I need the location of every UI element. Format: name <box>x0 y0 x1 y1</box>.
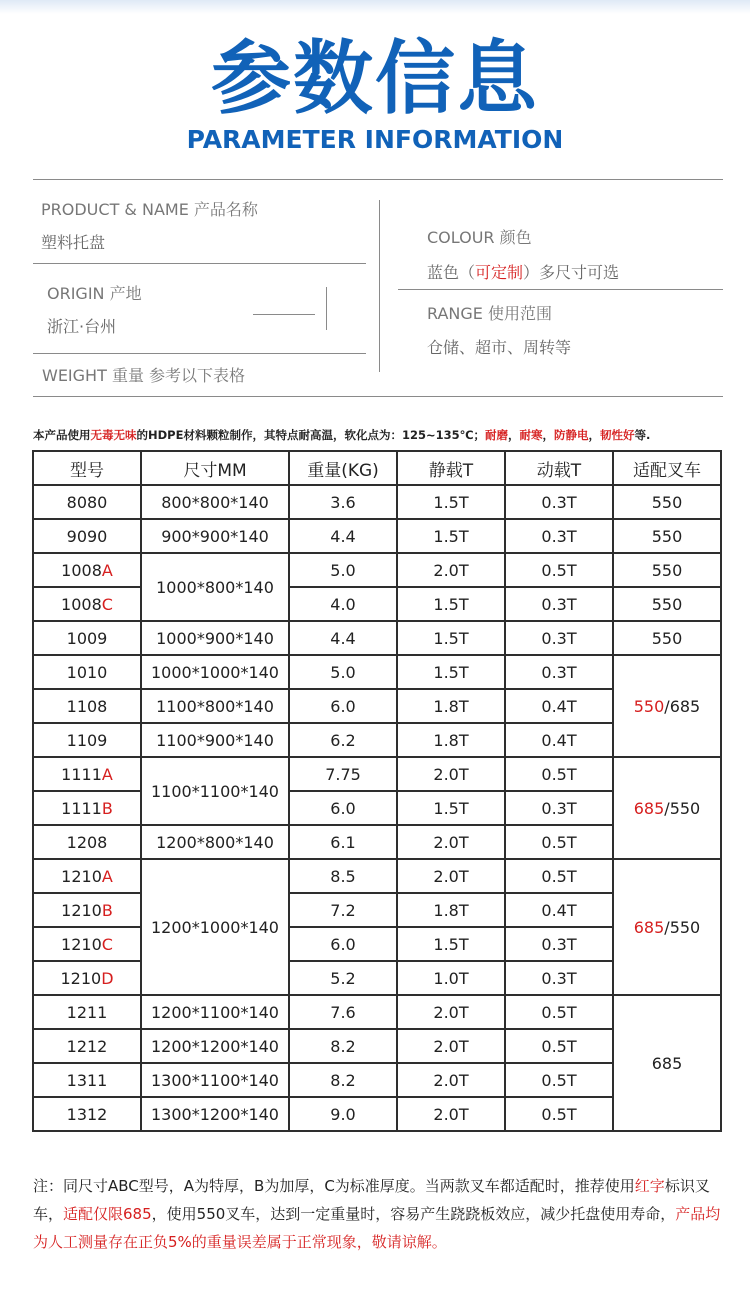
static-load-cell: 1.8T <box>397 723 505 757</box>
note-highlight: 无毒无味 <box>90 428 137 442</box>
model-cell <box>33 1029 141 1063</box>
dynamic-load-cell: 0.4T <box>505 723 613 757</box>
model-cell <box>33 791 141 825</box>
dynamic-load-cell: 0.5T <box>505 553 613 587</box>
dynamic-load-cell: 0.3T <box>505 791 613 825</box>
size-cell: 1300*1200*140 <box>141 1097 289 1131</box>
table-row <box>33 757 721 791</box>
table-row <box>33 519 721 553</box>
info-divider-top <box>33 179 723 180</box>
table-row <box>33 553 721 587</box>
size-cell: 1200*800*140 <box>141 825 289 859</box>
colour-custom-highlight: 可定制 <box>475 263 524 282</box>
note-highlight: 防静电 <box>554 428 589 442</box>
size-cell: 1000*900*140 <box>141 621 289 655</box>
note-text: 本产品使用 <box>33 428 91 442</box>
model-cell <box>33 961 141 995</box>
page-subtitle: PARAMETER INFORMATION <box>186 125 564 154</box>
static-load-cell: 1.8T <box>397 689 505 723</box>
dynamic-load-cell: 0.5T <box>505 1029 613 1063</box>
dynamic-load-cell: 0.3T <box>505 519 613 553</box>
note-highlight: 韧性好 <box>600 428 635 442</box>
table-header-row <box>33 451 721 485</box>
dynamic-load-cell: 0.4T <box>505 689 613 723</box>
origin-accent-hline <box>253 314 315 315</box>
model-cell <box>33 723 141 757</box>
forklift-cell <box>613 621 721 655</box>
dynamic-load-cell: 0.5T <box>505 757 613 791</box>
size-cell: 1000*1000*140 <box>141 655 289 689</box>
material-note <box>33 426 650 444</box>
model-cell <box>33 621 141 655</box>
model-number: 1212 <box>66 1036 108 1056</box>
table-row <box>33 859 721 893</box>
size-cell: 1000*800*140 <box>141 553 289 621</box>
size-cell: 1100*800*140 <box>141 689 289 723</box>
forklift-cell <box>613 587 721 621</box>
size-cell: 1200*1200*140 <box>141 1029 289 1063</box>
origin-label: ORIGIN 产地 <box>47 284 142 303</box>
footer-text: 注：同尺寸ABC型号，A为特厚，B为加厚，C为标准厚度。当两款叉车都适配时，推荐使用 <box>33 1177 635 1195</box>
top-gradient-strip <box>0 0 750 14</box>
range-value: 仓储、超市、周转等 <box>427 338 572 357</box>
forklift-recommended: 685 <box>633 798 665 818</box>
footer-highlight: 红字 <box>634 1177 665 1195</box>
weight-cell: 8.5 <box>289 859 397 893</box>
info-divider-bottom <box>33 396 723 397</box>
weight-cell: 9.0 <box>289 1097 397 1131</box>
model-suffix: B <box>101 900 113 920</box>
model-cell <box>33 1063 141 1097</box>
weight-cell: 5.2 <box>289 961 397 995</box>
model-cell <box>33 757 141 791</box>
forklift-cell <box>613 485 721 519</box>
model-cell <box>33 825 141 859</box>
size-cell: 1100*900*140 <box>141 723 289 757</box>
model-number: 1211 <box>66 1002 108 1022</box>
model-cell <box>33 927 141 961</box>
forklift-cell <box>613 757 721 859</box>
product-label: PRODUCT & NAME 产品名称 <box>41 200 258 219</box>
model-number: 1210 <box>60 968 102 988</box>
weight-cell: 6.0 <box>289 791 397 825</box>
dynamic-load-cell: 0.4T <box>505 893 613 927</box>
dynamic-load-cell: 0.3T <box>505 961 613 995</box>
colour-value-pre: 蓝色（ <box>427 263 476 282</box>
size-cell: 1100*1100*140 <box>141 757 289 825</box>
static-load-cell: 1.5T <box>397 927 505 961</box>
forklift-other: 685 <box>651 1053 683 1073</box>
model-number: 1109 <box>66 730 108 750</box>
dynamic-load-cell: 0.3T <box>505 485 613 519</box>
static-load-cell: 1.5T <box>397 655 505 689</box>
info-divider-right <box>398 289 723 290</box>
origin-value: 浙江·台州 <box>47 317 117 336</box>
footer-text: ，使用550叉车，达到一定重量时，容易产生跷跷板效应，减少托盘使用寿命， <box>151 1205 676 1223</box>
model-number: 1208 <box>66 832 108 852</box>
parameter-table <box>32 450 722 1132</box>
weight-cell: 3.6 <box>289 485 397 519</box>
page-title: 参数信息 <box>211 32 539 125</box>
model-cell <box>33 519 141 553</box>
model-number: 1008 <box>61 560 102 580</box>
forklift-other: 550 <box>651 560 683 580</box>
model-number: 9090 <box>66 526 108 546</box>
static-load-cell: 1.0T <box>397 961 505 995</box>
static-load-cell: 2.0T <box>397 1097 505 1131</box>
note-text: ， <box>588 428 601 442</box>
table-row <box>33 655 721 689</box>
model-number: 1210 <box>61 934 102 954</box>
note-highlight: 耐磨 <box>485 428 509 442</box>
origin-accent-vline <box>326 287 327 330</box>
weight-cell: 6.0 <box>289 689 397 723</box>
model-cell <box>33 655 141 689</box>
model-cell <box>33 689 141 723</box>
weight-cell: 8.2 <box>289 1063 397 1097</box>
static-load-cell: 1.5T <box>397 587 505 621</box>
weight-cell: 6.1 <box>289 825 397 859</box>
static-load-cell: 1.8T <box>397 893 505 927</box>
static-load-cell: 1.5T <box>397 791 505 825</box>
forklift-other: 550 <box>651 492 683 512</box>
model-number: 8080 <box>66 492 108 512</box>
weight-cell: 5.0 <box>289 655 397 689</box>
model-suffix: B <box>101 798 113 818</box>
forklift-other: /550 <box>664 917 701 937</box>
note-highlight: 耐寒 <box>519 428 543 442</box>
note-text: ， <box>542 428 555 442</box>
model-suffix: A <box>101 866 113 886</box>
model-suffix: C <box>101 594 113 614</box>
note-text: ， <box>508 428 520 442</box>
weight-cell: 5.0 <box>289 553 397 587</box>
colour-label: COLOUR 颜色 <box>427 228 532 247</box>
dynamic-load-cell: 0.5T <box>505 859 613 893</box>
forklift-cell <box>613 859 721 995</box>
model-number: 1210 <box>61 866 102 886</box>
dynamic-load-cell: 0.5T <box>505 1097 613 1131</box>
info-divider-left-1 <box>33 263 366 264</box>
model-cell <box>33 859 141 893</box>
weight-cell: 8.2 <box>289 1029 397 1063</box>
forklift-other: /550 <box>664 798 701 818</box>
dynamic-load-cell: 0.3T <box>505 655 613 689</box>
footer-text: 标识叉车， <box>33 1177 710 1223</box>
size-cell: 900*900*140 <box>141 519 289 553</box>
size-cell: 1200*1100*140 <box>141 995 289 1029</box>
dynamic-load-cell: 0.5T <box>505 1063 613 1097</box>
header-forklift: 适配叉车 <box>613 451 721 485</box>
header-size: 尺寸MM <box>141 451 289 485</box>
note-text: 的HDPE材料颗粒制作，其特点耐高温，软化点为：125~135℃； <box>136 428 486 442</box>
dynamic-load-cell: 0.3T <box>505 587 613 621</box>
colour-value <box>427 262 619 284</box>
weight-cell: 7.2 <box>289 893 397 927</box>
header-weight: 重量(KG) <box>289 451 397 485</box>
weight-cell: 4.4 <box>289 621 397 655</box>
forklift-cell <box>613 519 721 553</box>
product-value: 塑料托盘 <box>41 233 106 252</box>
model-number: 1312 <box>66 1104 108 1124</box>
model-cell <box>33 485 141 519</box>
forklift-cell <box>613 995 721 1131</box>
table-row <box>33 587 721 621</box>
static-load-cell: 2.0T <box>397 1063 505 1097</box>
footer-note <box>33 1172 723 1256</box>
table-row <box>33 621 721 655</box>
model-number: 1111 <box>61 798 102 818</box>
weight-cell: 7.6 <box>289 995 397 1029</box>
model-cell <box>33 1097 141 1131</box>
model-cell <box>33 893 141 927</box>
table-row <box>33 995 721 1029</box>
weight-cell: 7.75 <box>289 757 397 791</box>
static-load-cell: 2.0T <box>397 859 505 893</box>
model-suffix: D <box>101 968 114 988</box>
dynamic-load-cell: 0.3T <box>505 621 613 655</box>
model-cell <box>33 553 141 587</box>
static-load-cell: 2.0T <box>397 825 505 859</box>
table-row <box>33 485 721 519</box>
size-cell: 1200*1000*140 <box>141 859 289 995</box>
model-number: 1010 <box>66 662 108 682</box>
header-dynamic-load: 动载T <box>505 451 613 485</box>
forklift-other: 550 <box>651 628 683 648</box>
footer-highlight: 产品均为人工测量存在正负5%的重量误差属于正常现象，敬请谅解。 <box>33 1205 721 1251</box>
forklift-recommended: 685 <box>633 917 665 937</box>
model-number: 1311 <box>66 1070 108 1090</box>
forklift-cell <box>613 655 721 757</box>
model-suffix: A <box>101 764 113 784</box>
forklift-cell <box>613 553 721 587</box>
model-cell <box>33 587 141 621</box>
info-divider-left-2 <box>33 353 366 354</box>
static-load-cell: 1.5T <box>397 519 505 553</box>
dynamic-load-cell: 0.5T <box>505 995 613 1029</box>
static-load-cell: 1.5T <box>397 485 505 519</box>
model-number: 1108 <box>66 696 108 716</box>
weight-cell: 4.4 <box>289 519 397 553</box>
forklift-other: 550 <box>651 526 683 546</box>
dynamic-load-cell: 0.3T <box>505 927 613 961</box>
weight-cell: 4.0 <box>289 587 397 621</box>
model-suffix: A <box>101 560 113 580</box>
model-cell <box>33 995 141 1029</box>
forklift-other: 550 <box>651 594 683 614</box>
info-center-divider <box>379 200 380 372</box>
static-load-cell: 2.0T <box>397 1029 505 1063</box>
note-text: 等. <box>634 428 651 442</box>
header-static-load: 静载T <box>397 451 505 485</box>
footer-highlight: 适配仅限685 <box>63 1205 152 1223</box>
forklift-other: /685 <box>664 696 701 716</box>
model-number: 1009 <box>66 628 108 648</box>
header-model: 型号 <box>33 451 141 485</box>
model-number: 1210 <box>61 900 102 920</box>
weight-cell: 6.0 <box>289 927 397 961</box>
model-suffix: C <box>101 934 113 954</box>
static-load-cell: 1.5T <box>397 621 505 655</box>
model-number: 1111 <box>61 764 102 784</box>
model-number: 1008 <box>61 594 102 614</box>
colour-value-post: ）多尺寸可选 <box>523 263 620 282</box>
size-cell: 1300*1100*140 <box>141 1063 289 1097</box>
weight-cell: 6.2 <box>289 723 397 757</box>
static-load-cell: 2.0T <box>397 757 505 791</box>
static-load-cell: 2.0T <box>397 995 505 1029</box>
dynamic-load-cell: 0.5T <box>505 825 613 859</box>
weight-label: WEIGHT 重量 参考以下表格 <box>42 366 246 385</box>
size-cell: 800*800*140 <box>141 485 289 519</box>
static-load-cell: 2.0T <box>397 553 505 587</box>
range-label: RANGE 使用范围 <box>427 304 552 323</box>
forklift-recommended: 550 <box>633 696 665 716</box>
